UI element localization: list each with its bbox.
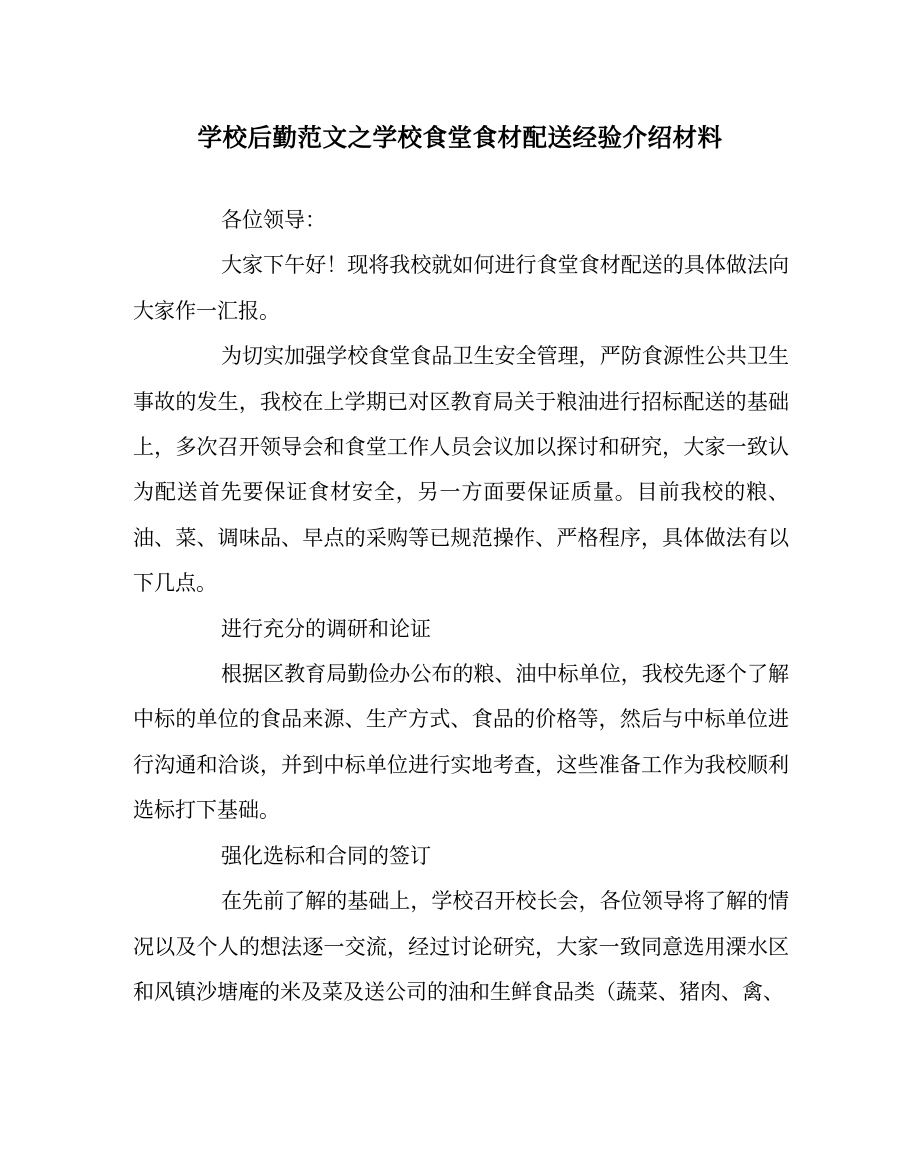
paragraph-background: 为切实加强学校食堂食品卫生安全管理，严防食源性公共卫生事故的发生，我校在上学期已对区教育局关于粮油进行招标配送的基础上，多次召开领导会和食堂工作人员会议加以探讨和研究，大家一致认为配送首先要保证食材安全，另一方面要保证质量。目前我校的粮、油、菜、调味品、早点的采购等已规范操作、严格程序，具体做法有以下几点。 [133,344,789,596]
paragraph-contract: 在先前了解的基础上，学校召开校长会，各位领导将了解的情况以及个人的想法逐一交流，经过讨论研究，大家一致同意选用溧水区和风镇沙塘庵的米及菜及送公司的油和生鲜食品类（蔬菜、猪肉、禽、 [133,889,789,1004]
section-heading-contract: 强化选标和合同的签订 [221,843,431,868]
document-title: 学校后勤范文之学校食堂食材配送经验介绍材料 [197,123,723,152]
section-heading-research: 进行充分的调研和论证 [221,616,431,641]
salutation: 各位领导： [221,208,326,232]
paragraph-greeting: 大家下午好！现将我校就如何进行食堂食材配送的具体做法向大家作一汇报。 [133,253,789,323]
document-body [133,198,789,1015]
paragraph-research: 根据区教育局勤俭办公布的粮、油中标单位，我校先逐个了解中标的单位的食品来源、生产方式、食品的价格等，然后与中标单位进行沟通和洽谈，并到中标单位进行实地考查，这些准备工作为我校顺利选标打下基础。 [133,662,789,823]
